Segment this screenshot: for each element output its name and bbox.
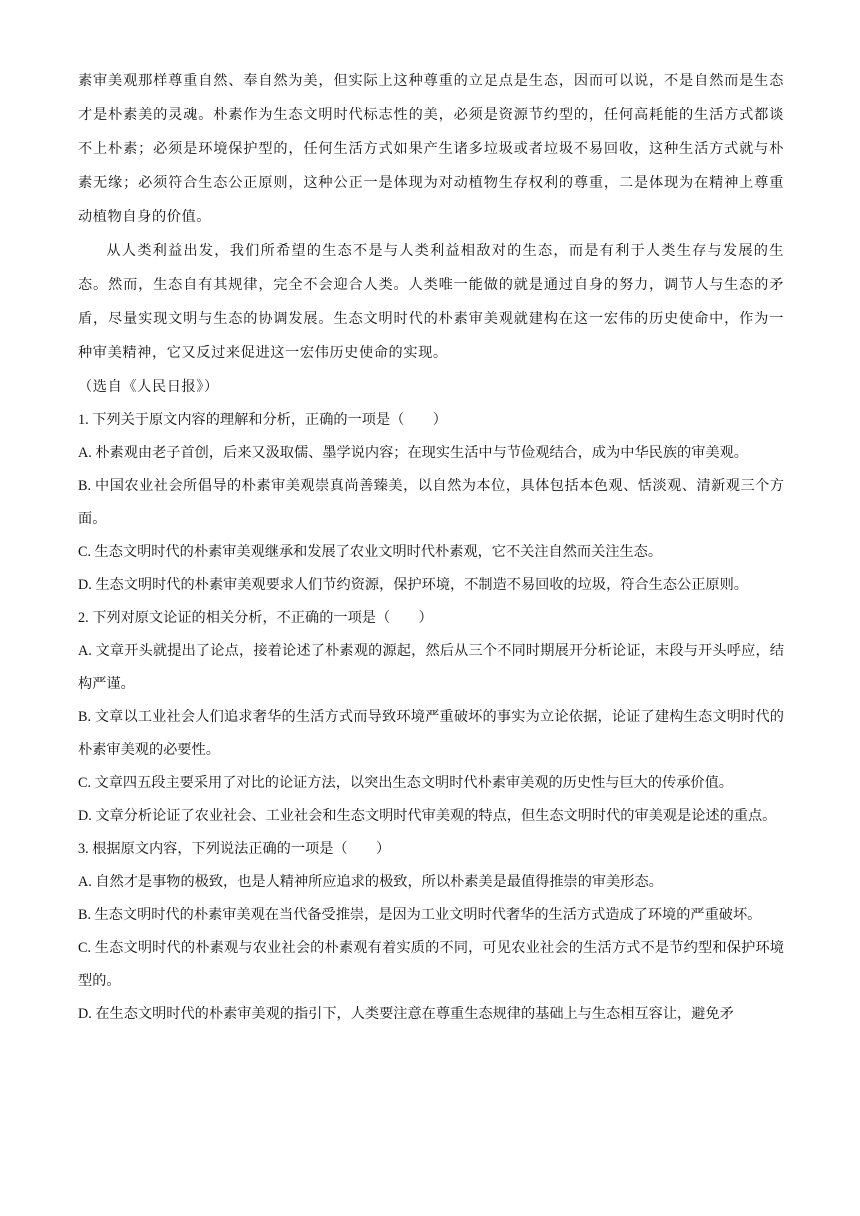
option-a: A. 朴素观由老子首创，后来又汲取儒、墨学说内容；在现实生活中与节俭观结合，成为中华民族的审美观。 xyxy=(78,445,748,461)
option-d: D. 文章分析论证了农业社会、工业社会和生态文明时代审美观的特点，但生态文明时代的审美观是论述的重点。 xyxy=(78,808,777,824)
option-d: D. 生态文明时代的朴素审美观要求人们节约资源，保护环境，不制造不易回收的垃圾，符合生态公正原则。 xyxy=(78,577,748,593)
option-a: A. 自然才是事物的极致，也是人精神所应追求的极致，所以朴素美是最值得推崇的审美形态。 xyxy=(78,874,663,890)
question-stem: 3. 根据原文内容，下列说法正确的一项是（ ） xyxy=(78,841,391,857)
option-b: B. 生态文明时代的朴素审美观在当代备受推崇，是因为工业文明时代奢华的生活方式造成了环境的严重破坏。 xyxy=(78,907,762,923)
option-d: D. 在生态文明时代的朴素审美观的指引下，人类要注意在尊重生态规律的基础上与生态相互容让，避免矛 xyxy=(78,1006,734,1022)
question-3 xyxy=(78,833,784,1031)
reading-passage xyxy=(78,64,784,404)
option-b: B. 文章以工业社会人们追求奢华的生活方式而导致环境严重破坏的事实为立论依据，论证了建构生态文明时代的朴素审美观的必要性。 xyxy=(78,709,784,758)
passage-source: （选自《人民日报》） xyxy=(78,379,219,395)
option-a: A. 文章开头就提出了论点，接着论述了朴素观的源起，然后从三个不同时期展开分析论证，末段与开头呼应，结构严谨。 xyxy=(78,643,784,692)
question-1 xyxy=(78,404,784,602)
question-stem: 2. 下列对原文论证的相关分析，不正确的一项是（ ） xyxy=(78,610,433,626)
option-b: B. 中国农业社会所倡导的朴素审美观崇真尚善臻美，以自然为本位，具体包括本色观、恬淡观、清新观三个方面。 xyxy=(78,478,784,527)
question-stem: 1. 下列关于原文内容的理解和分析，正确的一项是（ ） xyxy=(78,412,447,428)
option-c: C. 生态文明时代的朴素观与农业社会的朴素观有着实质的不同，可见农业社会的生活方式不是节约型和保护环境型的。 xyxy=(78,940,784,989)
document-page xyxy=(78,64,784,1031)
passage-paragraph-2: 从人类利益出发，我们所希望的生态不是与人类利益相敌对的生态，而是有利于人类生存与发展的生态。然而，生态自有其规律，完全不会迎合人类。人类唯一能做的就是通过自身的努力，调节人与生态的矛盾，尽量实现文明与生态的协调发展。生态文明时代的朴素审美观就建构在这一宏伟的历史使命中，作为一种审美精神，它又反过来促进这一宏伟历史使命的实现。 xyxy=(78,243,784,361)
option-c: C. 文章四五段主要采用了对比的论证方法，以突出生态文明时代朴素审美观的历史性与巨大的传承价值。 xyxy=(78,775,733,791)
option-c: C. 生态文明时代的朴素审美观继承和发展了农业文明时代朴素观，它不关注自然而关注生态。 xyxy=(78,544,663,560)
question-2 xyxy=(78,602,784,833)
passage-paragraph-1: 素审美观那样尊重自然、奉自然为美，但实际上这种尊重的立足点是生态，因而可以说，不是自然而是生态才是朴素美的灵魂。朴素作为生态文明时代标志性的美，必须是资源节约型的，任何高耗能的生活方式都谈不上朴素；必须是环境保护型的，任何生活方式如果产生诸多垃圾或者垃圾不易回收，这种生活方式就与朴素无缘；必须符合生态公正原则，这种公正一是体现为对动植物生存权利的尊重，二是体现为在精神上尊重动植物自身的价值。 xyxy=(78,73,784,225)
